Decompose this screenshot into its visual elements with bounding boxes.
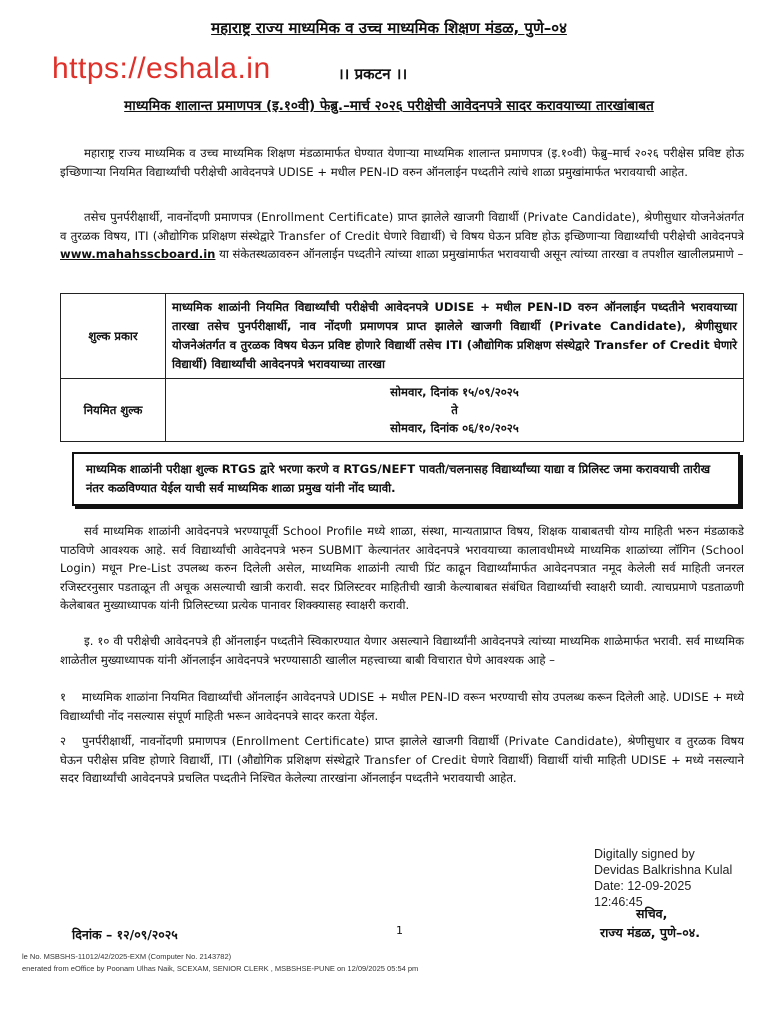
intro-paragraph-2 — [60, 208, 744, 264]
signature-date: Date: 12-09-2025 — [594, 879, 692, 893]
board-website-link[interactable]: www.mahahsscboard.in — [60, 247, 216, 261]
end-date: सोमवार, दिनांक ०६/१०/२०२५ — [390, 421, 519, 435]
intro-paragraph-2-end: या संकेतस्थळावरुन ऑनलाईन पध्दतीने त्यांच्या शाळा प्रमुखांमार्फत भरावयाची असून त्यांच्या तारखा व तपशील खालीलप्रमाणे – — [219, 247, 744, 261]
footer-date-value: १२/०९/२०२५ — [116, 927, 178, 942]
eoffice-generated-note: enerated from eOffice by Poonam Ulhas Naik, SCEXAM, SENIOR CLERK , MSBSHSE-PUNE on 12/09/2025 05:54 pm — [22, 964, 419, 973]
schedule-table — [60, 293, 744, 442]
schedule-dates — [166, 379, 744, 442]
list-item — [60, 688, 744, 725]
footer-date — [72, 926, 178, 943]
schedule-header-row — [61, 294, 744, 379]
body-paragraph-4: इ. १० वी परीक्षेची आवेदनपत्रे ही ऑनलाईन पध्दतीने स्विकारण्यात येणार असल्याने विद्यार्थ्यांनी आवेदनपत्रे त्यांच्या माध्यमिक शाळेमार्फत भरावी. सर्व माध्यमिक शाळेतील मुख्याध्यापक यांनी ऑनलाईन आवेदनपत्रे भरण्यासाठी खालील महत्त्वाच्या बाबी विचारात घेणे आवश्यक आहे – — [60, 634, 744, 667]
notice-label: ।। प्रकटन ।। — [338, 65, 408, 83]
digital-signature — [594, 846, 732, 910]
start-date: सोमवार, दिनांक १५/०९/२०२५ — [390, 385, 519, 399]
signer-name: Devidas Balkrishna Kulal — [594, 863, 733, 877]
file-number: le No. MSBSHS-11012/42/2025-EXM (Computer No. 2143782) — [22, 952, 232, 961]
intro-paragraph-1: महाराष्ट्र राज्य माध्यमिक व उच्च माध्यमिक शिक्षण मंडळामार्फत घेण्यात येणाऱ्या माध्यमिक शालान्त प्रमाणपत्र (इ.१०वी) फेब्रु–मार्च २०२६ परीक्षेस प्रविष्ट होऊ इच्छिणाऱ्या नियमित विद्यार्थ्यांची परीक्षेची आवेदनपत्रे UDISE + मधील PEN-ID वरुन ऑनलाईन पध्दतीने त्यांचे शाळा प्रमुखांमार्फत भरावयाची आहेत. — [60, 146, 744, 179]
office-name: राज्य मंडळ, पुणे–०४. — [600, 925, 701, 940]
notice-subject: माध्यमिक शालान्त प्रमाणपत्र (इ.१०वी) फेब्रु.–मार्च २०२६ परीक्षेची आवेदनपत्रे सादर करावयाच्या तारखांबाबत — [124, 98, 654, 114]
to-label: ते — [451, 403, 458, 417]
watermark-url[interactable]: https://eshala.in — [52, 52, 271, 85]
signature-time: 12:46:45 — [594, 895, 643, 909]
fee-type-label: शुल्क प्रकार — [61, 294, 166, 379]
list-item — [60, 732, 744, 788]
footer-date-label: दिनांक – — [72, 927, 113, 942]
list-item-number: १ — [60, 690, 67, 704]
signature-line: Digitally signed by — [594, 847, 695, 861]
schedule-dates-row — [61, 379, 744, 442]
list-item-text: माध्यमिक शाळांना नियमित विद्यार्थ्यांची ऑनलाईन आवेदनपत्रे UDISE + मधील PEN-ID वरून भरण्याची सोय उपलब्ध करून दिलेली आहे. UDISE + मध्ये विद्यार्थ्यांची नोंद नसल्यास संपूर्ण माहिती भरून आवेदनपत्रे सादर करता येईल. — [60, 690, 744, 723]
rtgs-notice-box: माध्यमिक शाळांनी परीक्षा शुल्क RTGS द्वारे भरणा करणे व RTGS/NEFT पावती/चलनासह विद्यार्थ्यांच्या याद्या व प्रिलिस्ट जमा करावयाची तारीख नंतर कळविण्यात येईल याची सर्व माध्यमिक शाळा प्रमुख यांनी नोंद घ्यावी. — [72, 452, 740, 506]
designation: सचिव, — [636, 906, 668, 921]
regular-fee-label: नियमित शुल्क — [61, 379, 166, 442]
list-item-number: २ — [60, 734, 67, 748]
board-title: महाराष्ट्र राज्य माध्यमिक व उच्च माध्यमिक शिक्षण मंडळ, पुणे–०४ — [211, 19, 567, 37]
page-number: 1 — [396, 924, 403, 937]
list-item-text: पुनर्परीक्षार्थी, नावनोंदणी प्रमाणपत्र (Enrollment Certificate) प्राप्त झालेले खाजगी विद्यार्थी (Private Candidate), श्रेणीसुधार व तुरळक विषय घेऊन परीक्षेस प्रविष्ट होणारे विद्यार्थी, ITI (औद्योगिक प्रशिक्षण संस्थेद्वारे Transfer of Credit घेणारे विद्यार्थी) विद्यार्थी यांची माहिती UDISE + मध्ये नसल्याने सदर विद्यार्थ्यांची आवेदनपत्रे प्रचलित पध्दतीने निश्चित केलेल्या तारखांना ऑनलाईन पध्दतीने भरावयाची आहेत. — [60, 734, 744, 785]
body-paragraph-3: सर्व माध्यमिक शाळांनी आवेदनपत्रे भरण्यापूर्वी School Profile मध्ये शाळा, संस्था, मान्यताप्राप्त विषय, शिक्षक याबाबतची योग्य माहिती भरुन मंडळाकडे पाठविणे आवश्यक आहे. सर्व विद्यार्थ्यांची आवेदनपत्रे भरुन SUBMIT केल्यानंतर आवेदनपत्रे भरावयाच्या कालावधीमध्ये माध्यमिक शाळांच्या लॉगिन (School Login) मधून Pre-List उपलब्ध करुन दिलेली असेल, माध्यमिक शाळांनी त्याची प्रिंट काढून विद्यार्थ्यांमार्फत आवेदनपत्रात नमूद केलेली सर्व माहिती जनरल रजिस्टरनुसार पडताळून ती अचूक असल्याची खात्री करावी. सदर प्रिलिस्टवर माहितीची खात्री केल्याबाबत संबंधित विद्यार्थ्याची स्वाक्षरी घ्यावी. त्याचप्रमाणे पडताळणी केलेबाबत मुख्याध्यापक यांनी प्रिलिस्टच्या प्रत्येक पानावर शिक्क्यासह स्वाक्षरी करावी. — [60, 524, 744, 612]
schedule-heading: माध्यमिक शाळांनी नियमित विद्यार्थ्यांची परीक्षेची आवेदनपत्रे UDISE + मधील PEN-ID वरुन ऑनलाईन पध्दतीने भरावयाच्या तारखा तसेच पुनर्परीक्षार्थी, नाव नोंदणी प्रमाणपत्र प्राप्त झालेले खाजगी विद्यार्थी (Private Candidate), श्रेणीसुधार योजनेअंतर्गत व तुरळक विषय घेऊन प्रविष्ट होणारे विद्यार्थी तसेच ITI (औद्योगिक प्रशिक्षण संस्थेद्वारे Transfer of Credit घेणारे विद्यार्थी) विद्यार्थ्यांची आवेदनपत्रे भरावयाच्या तारखा — [166, 294, 744, 379]
intro-paragraph-2-start: तसेच पुनर्परीक्षार्थी, नावनोंदणी प्रमाणपत्र (Enrollment Certificate) प्राप्त झालेले खाजगी विद्यार्थी (Private Candidate), श्रेणीसुधार योजनेअंतर्गत व तुरळक विषय, ITI (औद्योगिक प्रशिक्षण संस्थेद्वारे Transfer of Credit घेणारे विद्यार्थी) चे विषय घेऊन प्रविष्ट होऊ इच्छिणाऱ्या विद्यार्थ्यांची परीक्षेची आवेदनपत्रे — [60, 210, 744, 243]
